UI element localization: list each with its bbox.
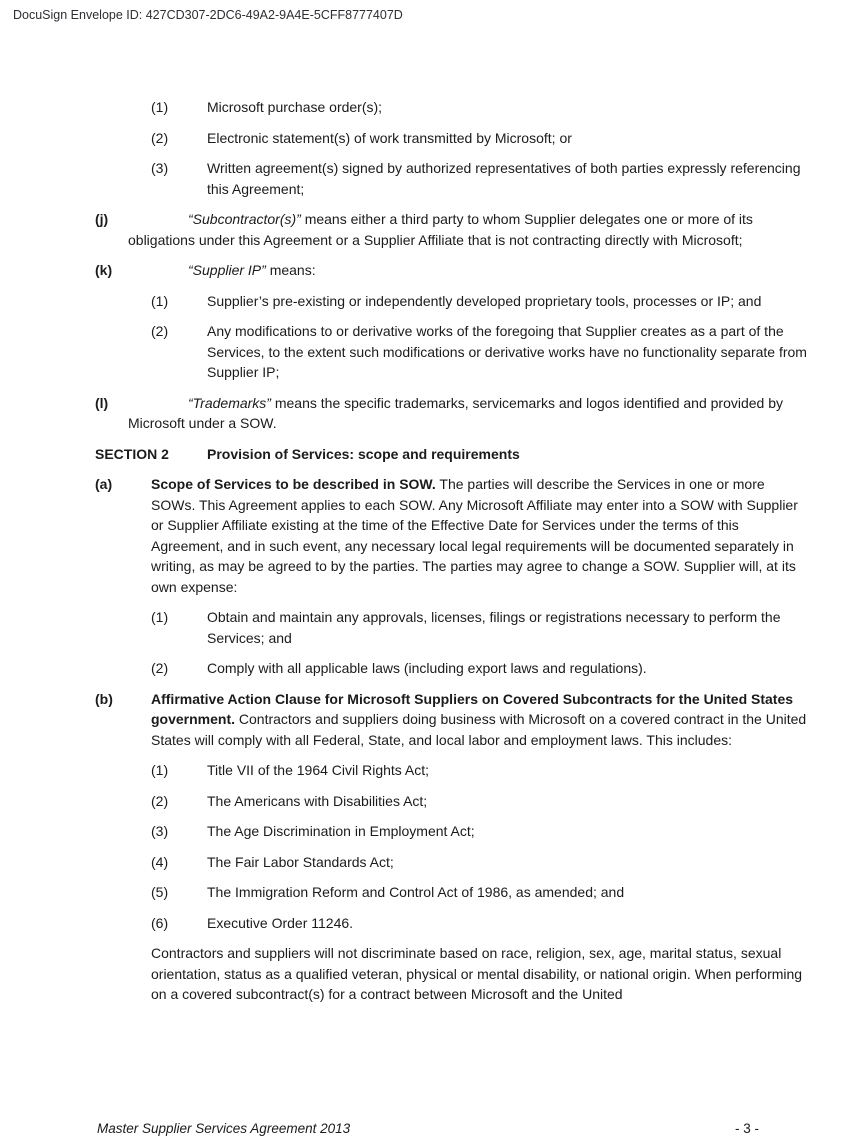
footer-page-number: - 3 -	[735, 1121, 760, 1136]
definition-body: means the specific trademarks, servicemarks and logos identified and provided by Microsoft under a SOW.	[128, 394, 784, 431]
list-item-text: Executive Order 11246.	[207, 914, 354, 931]
footer-document-title: Master Supplier Services Agreement 2013	[97, 1121, 351, 1136]
section-title: Provision of Services: scope and requirements	[207, 445, 520, 462]
definition-k	[0, 260, 853, 281]
list-item-number: (3)	[151, 160, 169, 176]
closing-paragraph	[0, 943, 853, 1005]
definition-body: means either a third party to whom Supplier delegates one or more of its obligations under this Agreement or a Supplier Affiliate that is not contracting directly with Microsoft;	[128, 211, 753, 248]
list-item	[0, 128, 853, 149]
document-body	[0, 97, 853, 1015]
list-item	[0, 913, 853, 934]
list-item	[0, 882, 853, 903]
clause-label: (b)	[95, 690, 113, 707]
list-item	[0, 821, 853, 842]
section-label: SECTION 2	[95, 445, 169, 462]
definition-text	[128, 393, 812, 434]
clause-body: Contractors and suppliers doing business with Microsoft on a covered contract in the United States will comply with all Federal, State, and local labor and employment laws. This includes:	[151, 711, 807, 748]
list-item-number: (2)	[151, 323, 169, 339]
list-item-number: (4)	[151, 853, 169, 870]
list-item-text: Electronic statement(s) of work transmitted by Microsoft; or	[207, 129, 572, 146]
list-item-text: The Americans with Disabilities Act;	[207, 792, 428, 809]
list-item-text: The Age Discrimination in Employment Act;	[207, 823, 475, 839]
list-item-text: The Immigration Reform and Control Act of 1986, as amended; and	[207, 884, 625, 900]
list-item-text: The Fair Labor Standards Act;	[207, 853, 394, 870]
list-item	[0, 291, 853, 312]
list-item-text: Supplier’s pre-existing or independently developed proprietary tools, processes or IP; and	[207, 292, 762, 309]
clause-a	[0, 474, 853, 597]
list-item	[0, 760, 853, 781]
list-item	[0, 158, 853, 199]
list-item-number: (1)	[151, 609, 169, 625]
clause-text	[151, 474, 812, 597]
clause-b	[0, 689, 853, 751]
definition-j	[0, 209, 853, 250]
list-item-number: (1)	[151, 292, 169, 309]
defined-term: “Supplier IP”	[188, 262, 266, 278]
docusign-envelope-id: DocuSign Envelope ID: 427CD307-2DC6-49A2-9A4E-5CFF8777407D	[13, 8, 403, 22]
list-item	[0, 97, 853, 118]
definition-label: (l)	[95, 394, 109, 411]
clause-heading: Affirmative Action Clause for Microsoft Suppliers on Covered Subcontracts for the United States government.	[151, 690, 794, 727]
list-item-number: (1)	[151, 99, 169, 115]
definition-l	[0, 393, 853, 434]
clause-label: (a)	[95, 476, 113, 492]
list-item-text: Title VII of the 1964 Civil Rights Act;	[207, 762, 430, 778]
defined-term: “Trademarks”	[188, 394, 271, 411]
closing-paragraph-text: Contractors and suppliers will not discriminate based on race, religion, sex, age, marital status, sexual orientation, status as a qualified veteran, physical or mental disability, or national origin. When performing on a covered subcontract(s) for a contract between Microsoft and the United	[151, 945, 803, 1002]
list-item	[0, 607, 853, 648]
defined-term: “Subcontractor(s)”	[188, 211, 301, 227]
definition-label: (k)	[95, 262, 113, 278]
definition-text	[128, 209, 812, 250]
list-item-number: (5)	[151, 884, 169, 900]
list-item-number: (3)	[151, 823, 169, 839]
section-heading	[0, 444, 853, 465]
list-item	[0, 321, 853, 383]
clause-text	[151, 689, 812, 751]
clause-body: The parties will describe the Services in one or more SOWs. This Agreement applies to each SOW. Any Microsoft Affiliate may enter into a SOW with Supplier or Supplier Affiliate existing at the time of the Effective Date for Services under the terms of this Agreement, and in such event, any necessary local legal requirements will be documented separately in writing, as may be agreed to by the parties. The parties may agree to change a SOW. Supplier will, at its own expense:	[151, 476, 798, 595]
list-item-text: Any modifications to or derivative works of the foregoing that Supplier creates as a part of the Services, to the extent such modifications or derivative works have no functionality separate from Supplier IP;	[207, 323, 807, 380]
list-item-text: Comply with all applicable laws (including export laws and regulations).	[207, 660, 647, 676]
list-item-text: Microsoft purchase order(s);	[207, 99, 383, 115]
list-item	[0, 658, 853, 679]
clause-heading: Scope of Services to be described in SOW.	[151, 476, 436, 492]
list-item	[0, 852, 853, 873]
definition-body: means:	[265, 262, 316, 278]
list-item	[0, 791, 853, 812]
list-item-text: Obtain and maintain any approvals, licenses, filings or registrations necessary to perform the Services; and	[207, 609, 781, 646]
list-item-number: (6)	[151, 914, 169, 931]
list-item-number: (2)	[151, 792, 169, 809]
list-item-number: (2)	[151, 129, 169, 146]
list-item-number: (2)	[151, 660, 169, 676]
definition-label: (j)	[95, 211, 109, 227]
list-item-text: Written agreement(s) signed by authorized representatives of both parties expressly referencing this Agreement;	[207, 160, 801, 197]
list-item-number: (1)	[151, 762, 169, 778]
definition-text	[128, 260, 812, 281]
